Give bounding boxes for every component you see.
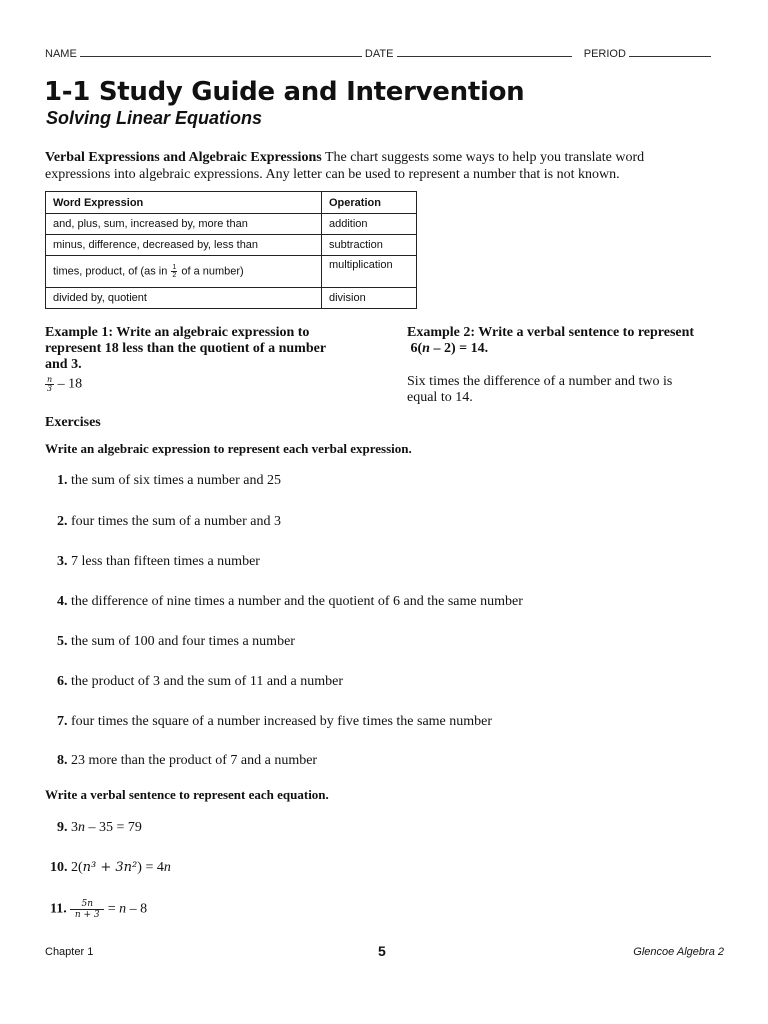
exercise-text: four times the sum of a number and 3 — [71, 514, 281, 529]
intro-text-1: The chart suggests some ways to help you translate word — [324, 150, 645, 165]
table-header-row — [46, 192, 417, 214]
example-2-answer-1: Six times the difference of a number and two is — [407, 374, 673, 389]
example-2 — [407, 325, 727, 357]
fraction-numerator: 1 — [172, 264, 177, 271]
exercise-number: 7. — [57, 714, 68, 729]
fraction-denominator: 3 — [47, 384, 53, 393]
exercise-number: 1. — [57, 473, 68, 488]
table-cell-operation: division — [322, 288, 417, 309]
example-1-prompt-1: Example 1: Write an algebraic expression to — [45, 325, 310, 340]
exercise-number: 3. — [57, 554, 68, 569]
fraction-denominator: n + 3 — [74, 910, 100, 920]
exercise-item — [57, 514, 281, 530]
example-1-answer-rest: – 18 — [57, 376, 83, 392]
period-label: PERIOD — [583, 48, 626, 60]
period-field[interactable] — [629, 46, 711, 57]
table-cell-word: minus, difference, decreased by, less than — [46, 235, 322, 256]
equation-part: 2( — [71, 860, 83, 875]
example-2-answer — [407, 374, 727, 406]
page-title: 1-1 Study Guide and Intervention — [44, 77, 525, 107]
table-cell-operation: addition — [322, 214, 417, 235]
five-n-over-n-plus-3-fraction — [70, 899, 104, 920]
exercise-number: 5. — [57, 634, 68, 649]
intro-paragraph — [45, 149, 725, 183]
equation-part: 3 — [71, 820, 78, 835]
word-before-fraction: times, product, of (as in — [53, 265, 168, 278]
polynomial-expression: n³ + 3n² — [82, 860, 138, 875]
exercise-number: 11. — [50, 901, 67, 917]
exercise-item — [50, 860, 171, 876]
n-over-3-fraction — [45, 376, 54, 393]
equation-part: – 2) = 14. — [433, 341, 489, 356]
fraction-numerator: n — [47, 375, 53, 384]
table-cell-word — [46, 256, 322, 288]
exercise-item — [57, 473, 281, 489]
exercise-number: 6. — [57, 674, 68, 689]
footer-page-number: 5 — [378, 943, 386, 959]
exercise-number: 9. — [57, 820, 68, 835]
table-row — [46, 214, 417, 235]
exercises-heading: Exercises — [45, 415, 101, 430]
name-label: NAME — [45, 48, 77, 60]
footer-chapter: Chapter 1 — [45, 946, 94, 958]
student-info-line — [45, 46, 711, 60]
example-2-prompt-1: Example 2: Write a verbal sentence to represent — [407, 325, 695, 340]
exercise-text: four times the square of a number increased by five times the same number — [71, 714, 493, 729]
footer-book-title: Glencoe Algebra 2 — [633, 946, 724, 958]
exercise-item — [50, 899, 147, 920]
table-cell-operation: multiplication — [322, 256, 417, 288]
table-cell-word: divided by, quotient — [46, 288, 322, 309]
name-field[interactable] — [80, 46, 362, 57]
fraction-numerator: 5n — [70, 899, 104, 910]
exercise-item — [57, 753, 317, 769]
equation-part: – 8 — [129, 901, 148, 917]
example-1-answer — [45, 376, 82, 393]
variable-n: n — [163, 860, 171, 875]
equals-sign: = — [107, 901, 116, 917]
exercise-item — [57, 714, 492, 730]
equation-part: ) = 4 — [137, 860, 164, 875]
intro-heading: Verbal Expressions and Algebraic Expressions — [45, 150, 322, 165]
exercise-number: 10. — [50, 860, 68, 875]
exercise-item — [57, 554, 260, 570]
intro-text-2: expressions into algebraic expressions. Any letter can be used to represent a number that is not known. — [45, 167, 620, 182]
one-half-fraction — [171, 264, 177, 279]
exercise-text: 7 less than fifteen times a number — [71, 554, 260, 569]
exercise-item — [57, 634, 295, 650]
exercise-text: the sum of six times a number and 25 — [71, 473, 281, 488]
table-header-operation: Operation — [322, 192, 417, 214]
exercise-text: the product of 3 and the sum of 11 and a number — [71, 674, 344, 689]
exercise-number: 4. — [57, 594, 68, 609]
equation-part: – 35 = 79 — [88, 820, 142, 835]
table-row — [46, 235, 417, 256]
equation-part: 6( — [410, 341, 423, 356]
example-1-prompt-2: represent 18 less than the quotient of a number — [45, 341, 327, 356]
date-label: DATE — [364, 48, 394, 60]
section-1-instruction: Write an algebraic expression to represent each verbal expression. — [45, 441, 412, 456]
example-2-answer-2: equal to 14. — [407, 390, 473, 405]
table-cell-operation: subtraction — [322, 235, 417, 256]
table-cell-word: and, plus, sum, increased by, more than — [46, 214, 322, 235]
exercise-text: the difference of nine times a number and the quotient of 6 and the same number — [71, 594, 523, 609]
word-expression-table — [45, 191, 417, 309]
exercise-text: the sum of 100 and four times a number — [71, 634, 295, 649]
exercise-text: 23 more than the product of 7 and a number — [71, 753, 318, 768]
example-1-prompt-3: and 3. — [45, 357, 82, 372]
word-after-fraction: of a number) — [181, 265, 244, 278]
fraction-denominator: 2 — [172, 272, 177, 279]
page-subtitle: Solving Linear Equations — [46, 108, 263, 128]
variable-n: n — [119, 901, 127, 917]
table-header-word: Word Expression — [46, 192, 322, 214]
exercise-item — [57, 594, 523, 610]
exercise-item — [57, 674, 343, 690]
exercise-number: 2. — [57, 514, 68, 529]
table-row — [46, 256, 417, 288]
section-2-instruction: Write a verbal sentence to represent each equation. — [45, 787, 329, 802]
exercise-number: 8. — [57, 753, 68, 768]
variable-n: n — [78, 820, 85, 835]
date-field[interactable] — [397, 46, 572, 57]
example-1 — [45, 325, 365, 373]
table-row — [46, 288, 417, 309]
variable-n: n — [422, 341, 430, 356]
exercise-item — [57, 820, 142, 836]
example-2-equation — [407, 341, 488, 356]
